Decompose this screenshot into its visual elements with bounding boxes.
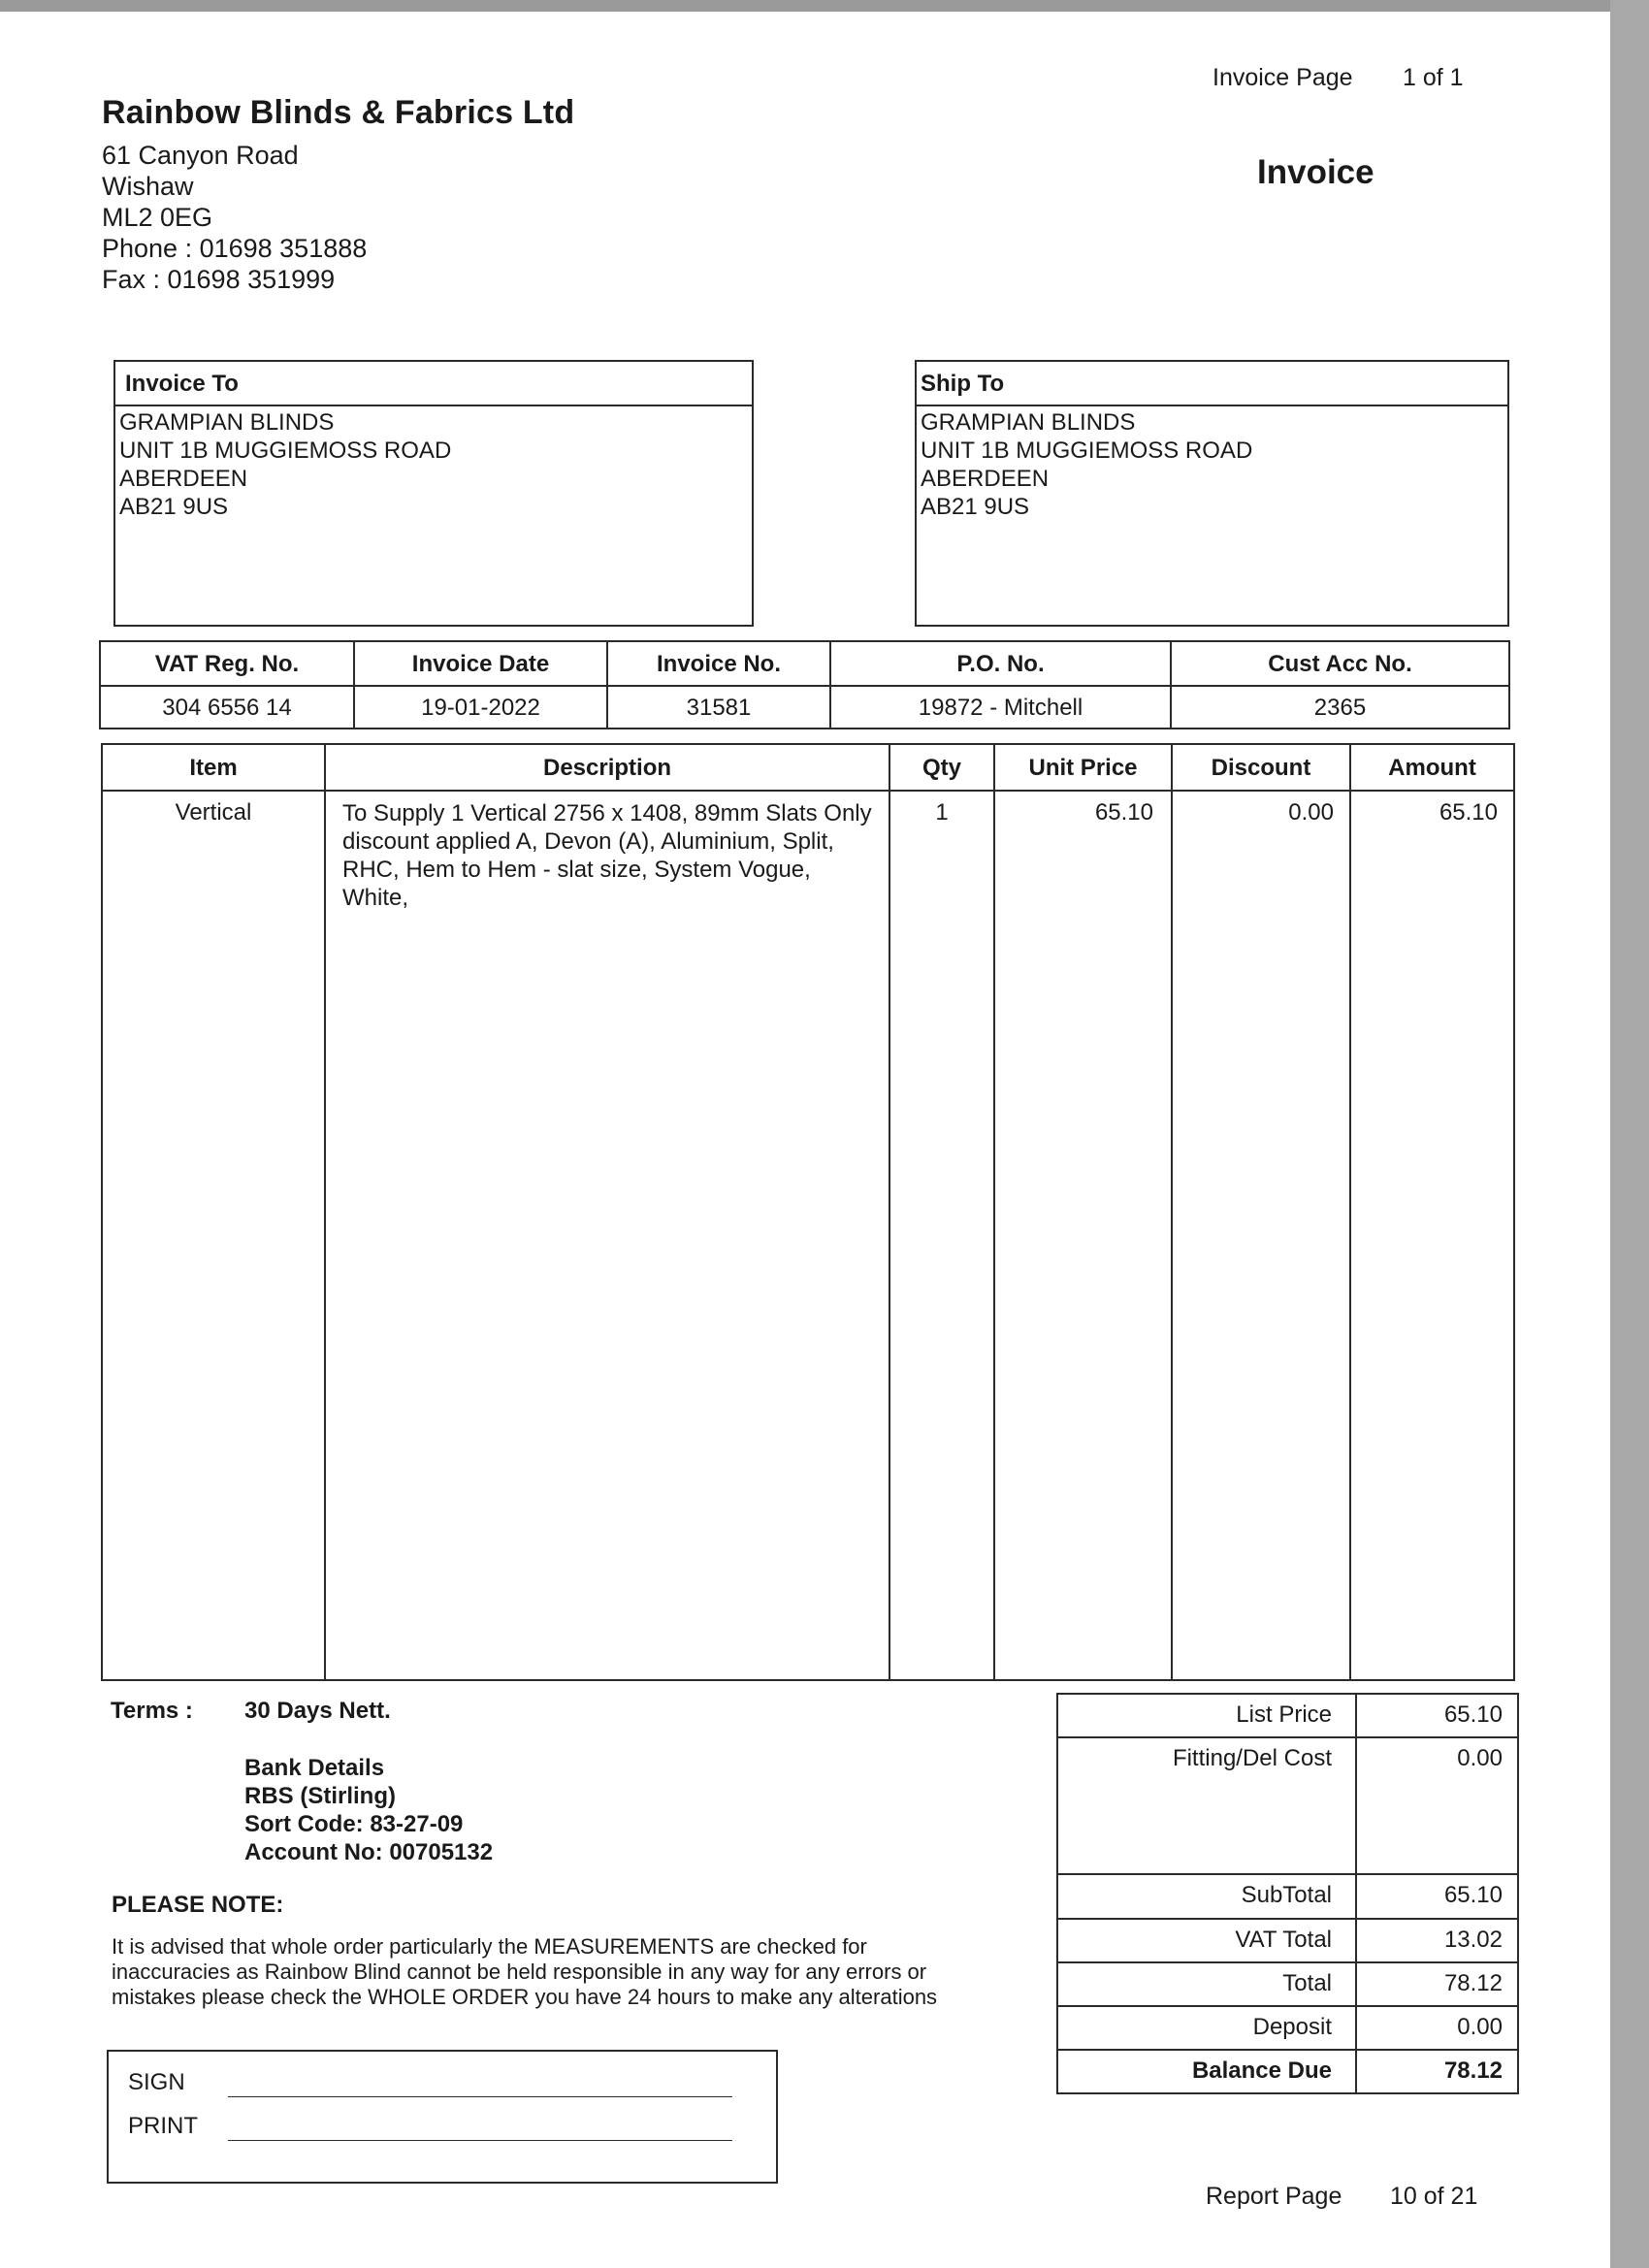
invoice-to-line: AB21 9US (119, 494, 229, 520)
scan-edge-top (0, 0, 1649, 12)
note-line: It is advised that whole order particularly the MEASUREMENTS are checked for (112, 1934, 867, 1959)
meta-value-invoice-no: 31581 (686, 695, 752, 721)
print-label: PRINT (128, 2113, 198, 2139)
balance-due-label: Balance Due (1191, 2057, 1332, 2084)
terms-label: Terms : (111, 1698, 193, 1724)
company-address-line1: 61 Canyon Road (102, 141, 299, 170)
total-label: Total (1282, 1970, 1332, 1996)
meta-header-invoice-date: Invoice Date (411, 651, 550, 677)
invoice-to-line: GRAMPIAN BLINDS (119, 409, 335, 436)
invoice-meta-table (99, 640, 1510, 729)
company-name: Rainbow Blinds & Fabrics Ltd (102, 94, 575, 131)
scan-edge-right (1610, 0, 1649, 2268)
sign-label: SIGN (128, 2069, 185, 2095)
print-line[interactable] (228, 2140, 732, 2141)
company-address-line2: Wishaw (102, 172, 194, 201)
items-header-discount: Discount (1211, 755, 1311, 781)
ship-to-line: GRAMPIAN BLINDS (921, 409, 1136, 436)
document-title: Invoice (1257, 153, 1374, 191)
invoice-to-line: ABERDEEN (119, 466, 248, 492)
ship-to-box (915, 360, 1509, 627)
terms-value: 30 Days Nett. (244, 1698, 391, 1724)
bank-name: RBS (Stirling) (244, 1783, 396, 1809)
items-header-item: Item (189, 755, 238, 781)
ship-to-line: AB21 9US (921, 494, 1030, 520)
list-price-label: List Price (1236, 1701, 1332, 1728)
meta-header-invoice-no: Invoice No. (656, 651, 782, 677)
item-discount: 0.00 (1288, 799, 1334, 826)
fitting-cost-value: 0.00 (1457, 1745, 1503, 1771)
invoice-to-address (119, 408, 451, 521)
note-line: mistakes please check the WHOLE ORDER you have 24 hours to make any alterations (112, 1985, 938, 2009)
company-postcode: ML2 0EG (102, 203, 213, 232)
sign-line[interactable] (228, 2096, 732, 2097)
item-name: Vertical (175, 799, 252, 826)
list-price-value: 65.10 (1443, 1701, 1503, 1728)
meta-value-invoice-date: 19-01-2022 (421, 695, 540, 721)
meta-value-po-no: 19872 - Mitchell (918, 695, 1083, 721)
note-title: PLEASE NOTE: (112, 1892, 284, 1918)
ship-to-line: UNIT 1B MUGGIEMOSS ROAD (921, 437, 1253, 464)
item-qty: 1 (935, 799, 949, 826)
item-amount: 65.10 (1439, 799, 1498, 826)
report-page-label: Report Page (1206, 2183, 1342, 2210)
company-address (102, 140, 367, 295)
bank-sort-code: Sort Code: 83-27-09 (244, 1811, 464, 1837)
report-page-value: 10 of 21 (1390, 2183, 1478, 2210)
note-line: inaccuracies as Rainbow Blind cannot be held responsible in any way for any errors or (112, 1960, 927, 1984)
item-description: To Supply 1 Vertical 2756 x 1408, 89mm Slats Only discount applied A, Devon (A), Aluminium, Split, RHC, Hem to Hem - slat size, System Vogue, White, (342, 800, 872, 911)
meta-value-vat: 304 6556 14 (162, 695, 292, 721)
note-body (112, 1934, 937, 2010)
fitting-cost-label: Fitting/Del Cost (1172, 1745, 1332, 1771)
subtotal-label: SubTotal (1241, 1882, 1332, 1908)
total-value: 78.12 (1443, 1970, 1503, 1996)
meta-header-vat: VAT Reg. No. (154, 651, 300, 677)
deposit-label: Deposit (1252, 2014, 1332, 2040)
subtotal-value: 65.10 (1443, 1882, 1503, 1908)
items-header-unit-price: Unit Price (1028, 755, 1138, 781)
company-fax: Fax : 01698 351999 (102, 265, 336, 294)
signature-box (107, 2050, 778, 2184)
line-items-table (101, 743, 1515, 1681)
items-header-description: Description (542, 755, 672, 781)
vat-total-label: VAT Total (1235, 1927, 1332, 1953)
invoice-page-value: 1 of 1 (1403, 64, 1464, 91)
meta-header-cust-acc: Cust Acc No. (1268, 651, 1412, 677)
ship-to-address (921, 408, 1252, 521)
invoice-page-label: Invoice Page (1212, 64, 1353, 91)
company-phone: Phone : 01698 351888 (102, 234, 368, 263)
bank-account-no: Account No: 00705132 (244, 1839, 494, 1865)
ship-to-heading: Ship To (921, 371, 1005, 397)
bank-details (244, 1754, 493, 1866)
invoice-to-box (113, 360, 754, 627)
ship-to-line: ABERDEEN (921, 466, 1050, 492)
bank-title: Bank Details (244, 1755, 385, 1781)
item-unit-price: 65.10 (1094, 799, 1153, 826)
deposit-value: 0.00 (1457, 2014, 1503, 2040)
items-header-qty: Qty (922, 755, 961, 781)
items-header-amount: Amount (1388, 755, 1476, 781)
balance-due-value: 78.12 (1443, 2057, 1503, 2084)
meta-header-po-no: P.O. No. (956, 651, 1045, 677)
vat-total-value: 13.02 (1443, 1927, 1503, 1953)
invoice-to-heading: Invoice To (125, 371, 239, 397)
totals-table (1056, 1693, 1519, 2094)
invoice-to-line: UNIT 1B MUGGIEMOSS ROAD (119, 437, 452, 464)
meta-value-cust-acc: 2365 (1313, 695, 1367, 721)
